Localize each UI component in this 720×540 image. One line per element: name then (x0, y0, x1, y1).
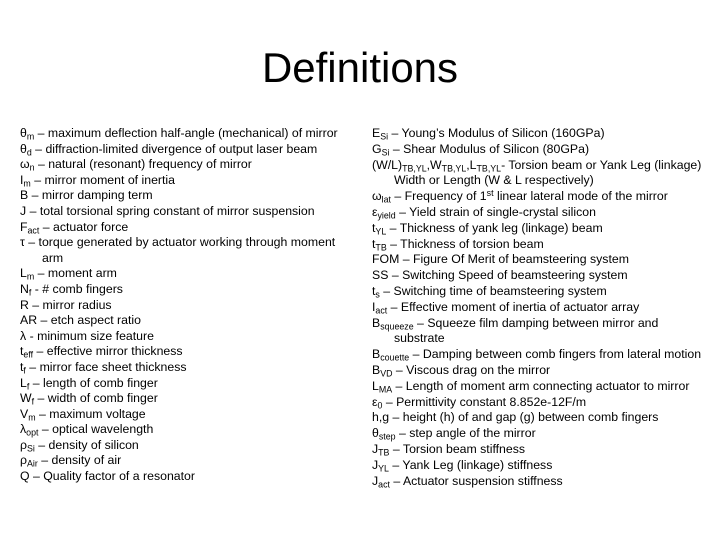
definition-text: – actuator force (39, 219, 129, 234)
definition-text: V (20, 406, 29, 421)
definition-item (20, 422, 350, 438)
definition-item (372, 363, 712, 379)
definition-item (372, 126, 712, 142)
subscript-text: m (26, 271, 35, 282)
definition-text: – Length of moment arm connecting actuator to mirror (392, 378, 690, 393)
subscript-text: act (375, 305, 388, 316)
subscript-text: TB (375, 242, 387, 253)
subscript-text: f (26, 380, 30, 391)
definition-item (372, 347, 712, 363)
subscript-text: squeeze (380, 321, 414, 332)
definition-item (372, 316, 712, 348)
definition-text: B (372, 315, 381, 330)
definition-item (20, 266, 350, 282)
left-definitions-list (20, 126, 350, 485)
definition-text: G (372, 141, 382, 156)
definition-text: t (372, 283, 376, 298)
definition-text: L (20, 266, 27, 281)
definition-text: t (372, 220, 376, 235)
definition-text: FOM – Figure Of Merit of beamsteering system (372, 252, 629, 267)
definition-text: – Yield strain of single-crystal silicon (395, 204, 596, 219)
definition-text: B – mirror damping term (20, 188, 153, 203)
definition-text: – width of comb finger (34, 391, 158, 406)
subscript-text: TB,YL (441, 163, 467, 174)
definition-item (20, 344, 350, 360)
subscript-text: TB,YL (476, 163, 502, 174)
definition-text: – Shear Modulus of Silicon (80GPa) (389, 141, 590, 156)
subscript-text: opt (26, 427, 39, 438)
definition-text: t (20, 344, 24, 359)
definition-text: I (20, 172, 24, 187)
definition-text: t (20, 359, 24, 374)
definition-item (372, 300, 712, 316)
subscript-text: f (23, 365, 26, 376)
definition-item (20, 188, 350, 204)
definition-text: θ (372, 426, 379, 441)
definition-text: ,W (426, 157, 442, 172)
definition-text: – maximum deflection half-angle (mechanical) of mirror (34, 126, 338, 140)
definition-text: L (372, 378, 379, 393)
definition-item (20, 407, 350, 423)
superscript-text: st (486, 188, 494, 199)
slide-title: Definitions (261, 44, 459, 91)
definition-text: τ – torque generated by actuator working through moment arm (20, 235, 336, 265)
definition-item (372, 268, 712, 284)
definition-text: ε (372, 204, 378, 219)
definition-text: - # comb fingers (31, 281, 123, 296)
definition-item (372, 410, 712, 426)
definition-text: λ (20, 422, 27, 437)
subscript-text: m (23, 178, 31, 189)
definition-text: – Thickness of torsion beam (386, 236, 544, 251)
definition-text: – Viscous drag on the mirror (392, 362, 551, 377)
subscript-text: f (31, 396, 35, 407)
definition-text: – length of comb finger (29, 375, 158, 390)
definition-text: – Thickness of yank leg (linkage) beam (386, 220, 603, 235)
definition-text: – Yank Leg (linkage) stiffness (388, 457, 553, 472)
definition-text: – Permittivity constant 8.852e-12F/m (382, 394, 587, 409)
definition-item (372, 474, 712, 490)
definition-text: – natural (resonant) frequency of mirror (34, 157, 252, 172)
subscript-text: act (27, 225, 40, 236)
definition-text: W (20, 391, 32, 406)
definition-item (20, 438, 350, 454)
definition-text: N (20, 281, 29, 296)
definition-text: - Torsion beam or Yank Leg (linkage) Width or Length (W & L respectively) (394, 157, 702, 188)
definition-item (372, 458, 712, 474)
definition-item (372, 158, 712, 190)
definition-item (372, 142, 712, 158)
definition-item (20, 126, 350, 142)
definition-text: θ (20, 126, 27, 140)
definition-text: ρ (20, 437, 27, 452)
definition-text: J – total torsional spring constant of mirror suspension (20, 203, 315, 218)
subscript-text: d (26, 147, 32, 158)
definition-text: – Effective moment of inertia of actuator array (387, 299, 640, 314)
definition-text: I (372, 299, 376, 314)
definition-item (372, 189, 712, 205)
definition-item (20, 329, 350, 345)
definition-text: ε (372, 394, 378, 409)
subscript-text: 0 (377, 400, 383, 411)
subscript-text: TB,YL (402, 163, 427, 174)
subscript-text: m (26, 131, 35, 142)
definition-item (372, 221, 712, 237)
subscript-text: yield (377, 210, 396, 221)
definition-text: ω (20, 157, 30, 172)
definition-item (20, 173, 350, 189)
definition-item (372, 426, 712, 442)
definition-item (372, 442, 712, 458)
subscript-text: TB (378, 447, 390, 458)
definition-item (372, 252, 712, 268)
definition-text: J (372, 441, 379, 456)
definition-text: t (372, 236, 376, 251)
definition-text: linear lateral mode of the mirror (493, 189, 668, 204)
definition-item (20, 313, 350, 329)
subscript-text: Si (381, 147, 390, 158)
definition-text: ρ (20, 453, 27, 468)
subscript-text: step (378, 431, 396, 442)
definition-text: – step angle of the mirror (395, 426, 536, 441)
definition-text: – optical wavelength (38, 422, 154, 437)
definition-item (20, 391, 350, 407)
right-definitions-list (372, 126, 712, 489)
definition-item (20, 204, 350, 220)
definition-text: λ - minimum size feature (20, 328, 154, 343)
definition-text: Q – Quality factor of a resonator (20, 469, 195, 484)
definition-text: – effective mirror thickness (33, 344, 183, 359)
definition-text: AR – etch aspect ratio (20, 313, 141, 328)
subscript-text: couette (380, 352, 410, 363)
definition-item (372, 205, 712, 221)
subscript-text: n (29, 162, 35, 173)
definition-item (20, 157, 350, 173)
definition-item (20, 235, 350, 266)
definition-text: F (20, 219, 28, 234)
definition-text: – density of air (37, 453, 122, 468)
definition-item (20, 142, 350, 158)
definition-text: – moment arm (34, 266, 117, 281)
subscript-text: Si (27, 443, 35, 454)
definition-text: E (372, 126, 381, 140)
definition-text: L (20, 375, 27, 390)
subscript-text: Si (380, 131, 389, 142)
subscript-text: VD (380, 368, 393, 379)
definition-text: R – mirror radius (20, 297, 112, 312)
definition-item (20, 453, 350, 469)
definition-text: B (372, 362, 381, 377)
definition-text: J (372, 457, 379, 472)
subscript-text: m (28, 412, 36, 423)
definition-text: – Squeeze film damping between mirror and substrate (394, 315, 659, 346)
definition-item (20, 376, 350, 392)
definition-text: h,g – height (h) of and gap (g) between comb fingers (372, 410, 659, 425)
definition-text: – Damping between comb fingers from lateral motion (409, 347, 702, 362)
definition-text: – Actuator suspension stiffness (389, 473, 563, 488)
definition-item (372, 395, 712, 411)
definition-item (20, 298, 350, 314)
definition-item (20, 469, 350, 485)
subscript-text: eff (23, 349, 34, 360)
definition-text: – Young’s Modulus of Silicon (160GPa) (388, 126, 605, 140)
definition-item (372, 379, 712, 395)
definition-text: – Switching time of beamsteering system (379, 283, 607, 298)
definition-text: ,L (466, 157, 477, 172)
definition-item (20, 220, 350, 236)
subscript-text: lat (381, 194, 391, 205)
definition-text: B (372, 347, 381, 362)
subscript-text: YL (375, 226, 387, 237)
right-definitions-column (372, 126, 712, 489)
definition-item (20, 360, 350, 376)
definition-text: θ (20, 141, 27, 156)
definition-item (372, 284, 712, 300)
definition-text: ω (372, 189, 382, 204)
definition-text: – maximum voltage (35, 406, 146, 421)
definition-text: – Frequency of 1 (390, 189, 487, 204)
subscript-text: s (375, 289, 380, 300)
definition-item (372, 237, 712, 253)
subscript-text: YL (378, 463, 389, 474)
definition-text: – density of silicon (34, 437, 139, 452)
definition-text: – mirror moment of inertia (30, 172, 175, 187)
definition-text: – Torsion beam stiffness (389, 441, 526, 456)
definition-text: – diffraction-limited divergence of output laser beam (31, 141, 318, 156)
definition-text: J (372, 473, 379, 488)
subscript-text: MA (378, 384, 393, 395)
definition-text: (W/L) (372, 157, 403, 172)
subscript-text: act (378, 479, 390, 489)
definition-text: SS – Switching Speed of beamsteering system (372, 268, 628, 283)
subscript-text: Air (27, 458, 38, 469)
definition-item (20, 282, 350, 298)
definition-text: – mirror face sheet thickness (25, 359, 187, 374)
left-definitions-column (20, 126, 350, 485)
subscript-text: f (28, 287, 32, 298)
